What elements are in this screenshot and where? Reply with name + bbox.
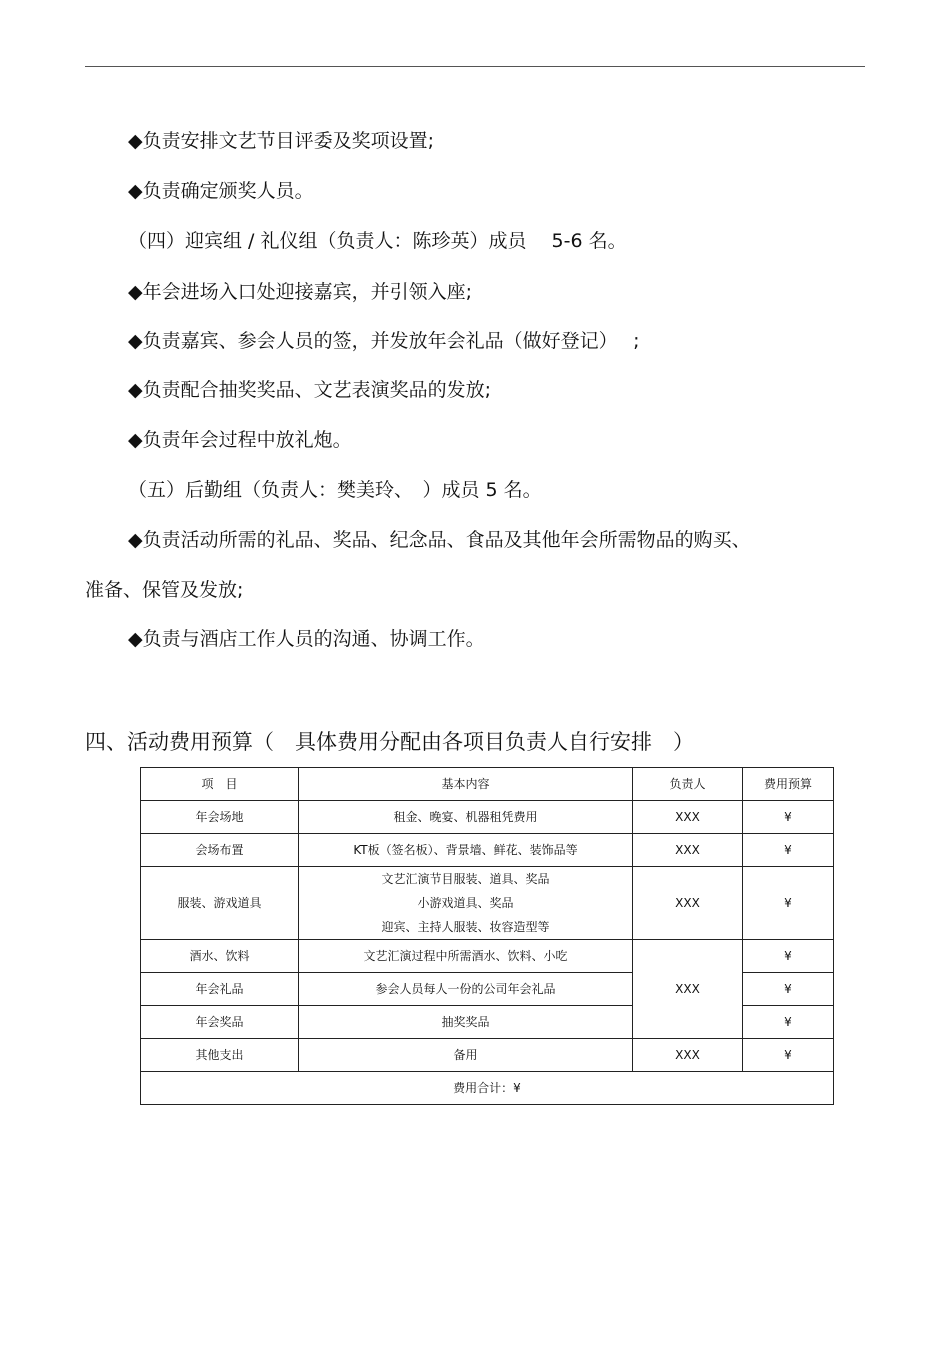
row-owner: XXX xyxy=(633,834,743,867)
paragraph: ◆负责配合抽奖奖品、文艺表演奖品的发放; xyxy=(128,379,492,401)
header-rule xyxy=(85,66,865,67)
row-item: 年会礼品 xyxy=(141,973,299,1006)
table-header-row xyxy=(141,768,834,801)
row-budget: ¥ xyxy=(743,834,834,867)
paragraph: ◆负责与酒店工作人员的沟通、协调工作。 xyxy=(128,628,485,650)
row-content: 备用 xyxy=(299,1039,633,1072)
paragraph: ◆负责活动所需的礼品、奖品、纪念品、食品及其他年会所需物品的购买、 xyxy=(128,529,751,551)
row-budget: ¥ xyxy=(743,801,834,834)
header-content: 基本内容 xyxy=(299,768,633,801)
row-item: 其他支出 xyxy=(141,1039,299,1072)
row-budget: ¥ xyxy=(743,1039,834,1072)
row-budget: ¥ xyxy=(743,867,834,940)
row-item: 会场布置 xyxy=(141,834,299,867)
row-item: 年会奖品 xyxy=(141,1006,299,1039)
row-content: 抽奖奖品 xyxy=(299,1006,633,1039)
content-line: 迎宾、主持人服装、妆容造型等 xyxy=(381,920,550,934)
row-item: 酒水、饮料 xyxy=(141,940,299,973)
row-content xyxy=(299,867,633,940)
row-budget: ¥ xyxy=(743,940,834,973)
header-budget: 费用预算 xyxy=(743,768,834,801)
row-content: 文艺汇演过程中所需酒水、饮料、小吃 xyxy=(299,940,633,973)
header-owner: 负责人 xyxy=(633,768,743,801)
paragraph: （四）迎宾组 / 礼仪组（负责人：陈珍英）成员 5-6 名。 xyxy=(128,230,627,252)
row-owner: XXX xyxy=(633,801,743,834)
table-total-row xyxy=(141,1072,834,1105)
row-content: 租金、晚宴、机器租凭费用 xyxy=(299,801,633,834)
row-owner-merged: XXX xyxy=(633,940,743,1039)
row-budget: ¥ xyxy=(743,1006,834,1039)
budget-table xyxy=(140,767,834,1105)
paragraph: ◆年会进场入口处迎接嘉宾，并引领入座; xyxy=(128,281,473,303)
section-heading: 四、活动费用预算（ 具体费用分配由各项目负责人自行安排 ） xyxy=(85,730,694,754)
paragraph: ◆负责确定颁奖人员。 xyxy=(128,180,314,202)
paragraph: （五）后勤组（负责人：樊美玲、 ）成员 5 名。 xyxy=(128,479,542,501)
content-line: 文艺汇演节目服装、道具、奖品 xyxy=(381,872,550,886)
header-item: 项 目 xyxy=(141,768,299,801)
paragraph: ◆负责嘉宾、参会人员的签，并发放年会礼品（做好登记） ; xyxy=(128,330,640,352)
paragraph: ◆负责安排文艺节目评委及奖项设置; xyxy=(128,130,435,152)
table-row xyxy=(141,834,834,867)
paragraph: 准备、保管及发放; xyxy=(85,579,244,601)
row-owner: XXX xyxy=(633,867,743,940)
row-content: KT板（签名板）、背景墙、鲜花、装饰品等 xyxy=(299,834,633,867)
row-owner: XXX xyxy=(633,1039,743,1072)
paragraph: ◆负责年会过程中放礼炮。 xyxy=(128,429,352,451)
content-line: 小游戏道具、奖品 xyxy=(417,896,514,910)
row-content: 参会人员每人一份的公司年会礼品 xyxy=(299,973,633,1006)
table-row xyxy=(141,867,834,940)
table-row xyxy=(141,801,834,834)
total-cost: 费用合计：¥ xyxy=(141,1072,834,1105)
table-row xyxy=(141,940,834,973)
row-item: 年会场地 xyxy=(141,801,299,834)
table-row xyxy=(141,1039,834,1072)
row-item: 服装、游戏道具 xyxy=(141,867,299,940)
row-budget: ¥ xyxy=(743,973,834,1006)
